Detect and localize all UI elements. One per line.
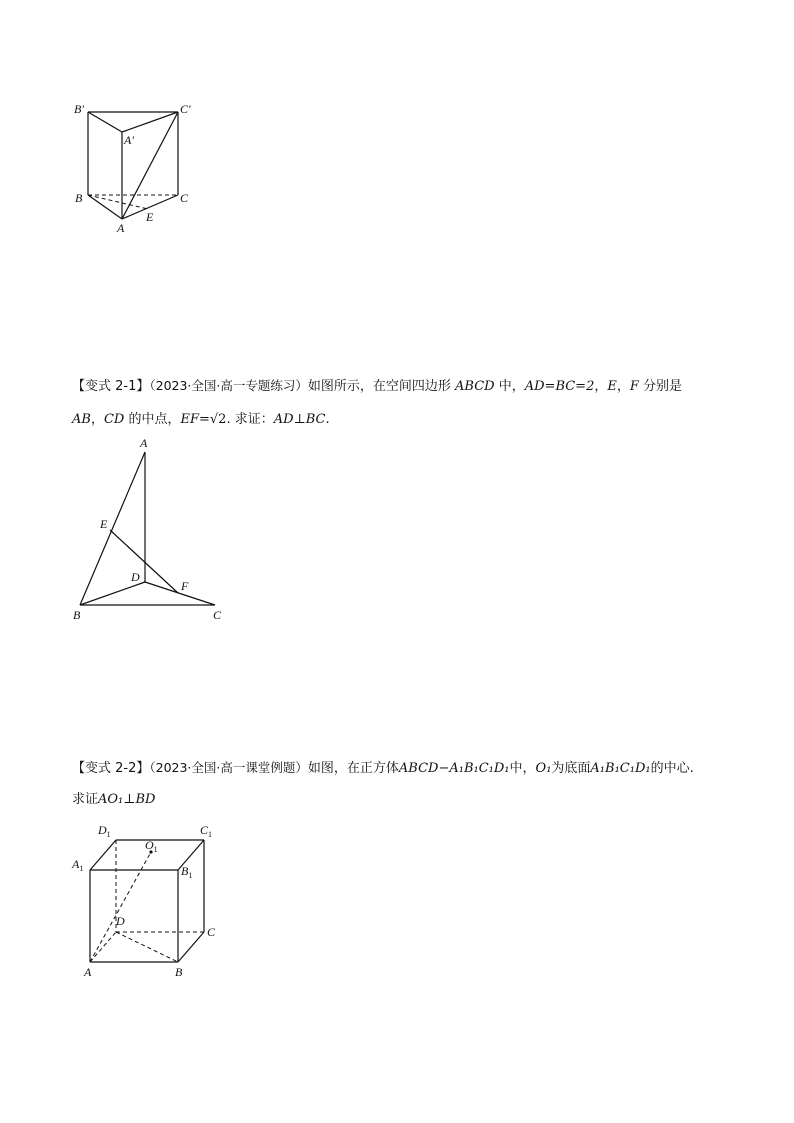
label-b: B bbox=[175, 965, 183, 979]
label-f: F bbox=[181, 579, 189, 593]
label-a: A bbox=[84, 965, 92, 979]
problem-text: 如图，在正方体 bbox=[307, 761, 399, 776]
label-a-prime: A′ bbox=[124, 133, 134, 147]
segment-cd: CD bbox=[103, 412, 125, 427]
punct: ， bbox=[90, 412, 104, 427]
problem-text: . 求证： bbox=[226, 412, 274, 427]
problem-text: 中， bbox=[509, 761, 536, 776]
label-e: E bbox=[146, 210, 154, 224]
label-a: A bbox=[140, 436, 148, 450]
segment-ef: EF= bbox=[180, 412, 210, 427]
label-d: D bbox=[131, 570, 140, 584]
label-c: C bbox=[213, 608, 222, 622]
label-b: B bbox=[73, 608, 81, 622]
edge-ac-prime bbox=[122, 112, 178, 219]
goal-statement: AO₁⊥BD bbox=[98, 792, 156, 807]
label-e: E bbox=[100, 517, 108, 531]
quadrilateral-figure bbox=[60, 430, 240, 630]
point-e: E bbox=[607, 379, 617, 394]
point-f: F bbox=[629, 379, 639, 394]
segment-ab: AB bbox=[72, 412, 91, 427]
label-d: D bbox=[116, 914, 125, 928]
label-a1: $A_1$ bbox=[72, 857, 84, 873]
problem-text: 为底面 bbox=[551, 761, 591, 776]
problem-text: 如图所示，在空间四边形 bbox=[307, 379, 456, 394]
problem-source: （2023·全国·高一课堂例题） bbox=[149, 760, 308, 775]
edge-a1d1 bbox=[90, 840, 116, 870]
punct: ， bbox=[616, 379, 630, 394]
segment-ef bbox=[110, 530, 178, 593]
label-c-prime: C′ bbox=[180, 102, 191, 116]
edge bbox=[88, 112, 122, 132]
problem-2-1-line2 bbox=[72, 410, 330, 430]
label-b1: $B_1$ bbox=[181, 864, 193, 880]
point-o1: O₁ bbox=[535, 761, 552, 776]
label-o1: $O_1$ bbox=[145, 838, 158, 854]
problem-2-1-line1 bbox=[72, 376, 682, 397]
problem-tag: 【变式 2-1】 bbox=[72, 379, 150, 394]
problem-text: 分别是 bbox=[638, 379, 683, 394]
label-c: C bbox=[180, 191, 189, 205]
quad-name: ABCD bbox=[455, 379, 495, 394]
label-d1: $D_1$ bbox=[98, 823, 111, 839]
edge-bd bbox=[80, 582, 145, 605]
hidden-segment-ao1 bbox=[90, 852, 151, 962]
cube-name: ABCD−A₁B₁C₁D₁ bbox=[398, 761, 510, 776]
cube-figure bbox=[65, 815, 235, 985]
punct: . bbox=[325, 412, 330, 427]
hidden-edge-ad bbox=[90, 932, 116, 962]
sqrt-two: √2 bbox=[209, 412, 227, 427]
problem-text: 中， bbox=[494, 379, 525, 394]
problem-source: （2023·全国·高一专题练习） bbox=[149, 378, 308, 393]
label-b: B bbox=[75, 191, 83, 205]
problem-2-2-line2 bbox=[72, 790, 155, 810]
face-name: A₁B₁C₁D₁ bbox=[590, 761, 651, 776]
given-lengths: AD=BC=2 bbox=[524, 379, 595, 394]
label-a: A bbox=[117, 221, 125, 235]
hidden-edge-bd bbox=[116, 932, 178, 962]
edge-dc bbox=[145, 582, 215, 605]
label-c1: $C_1$ bbox=[200, 823, 213, 839]
edge-bc bbox=[178, 932, 204, 962]
problem-tag: 【变式 2-2】 bbox=[72, 761, 150, 776]
label-c: C bbox=[207, 925, 216, 939]
problem-text: 的中心. bbox=[650, 761, 694, 776]
problem-text: 的中点， bbox=[124, 412, 181, 427]
problem-text: 求证 bbox=[72, 792, 99, 807]
problem-2-2-line1 bbox=[72, 758, 694, 779]
prism-figure bbox=[60, 95, 220, 240]
goal-statement: AD⊥BC bbox=[273, 412, 326, 427]
label-b-prime: B′ bbox=[74, 102, 84, 116]
punct: ， bbox=[594, 379, 608, 394]
